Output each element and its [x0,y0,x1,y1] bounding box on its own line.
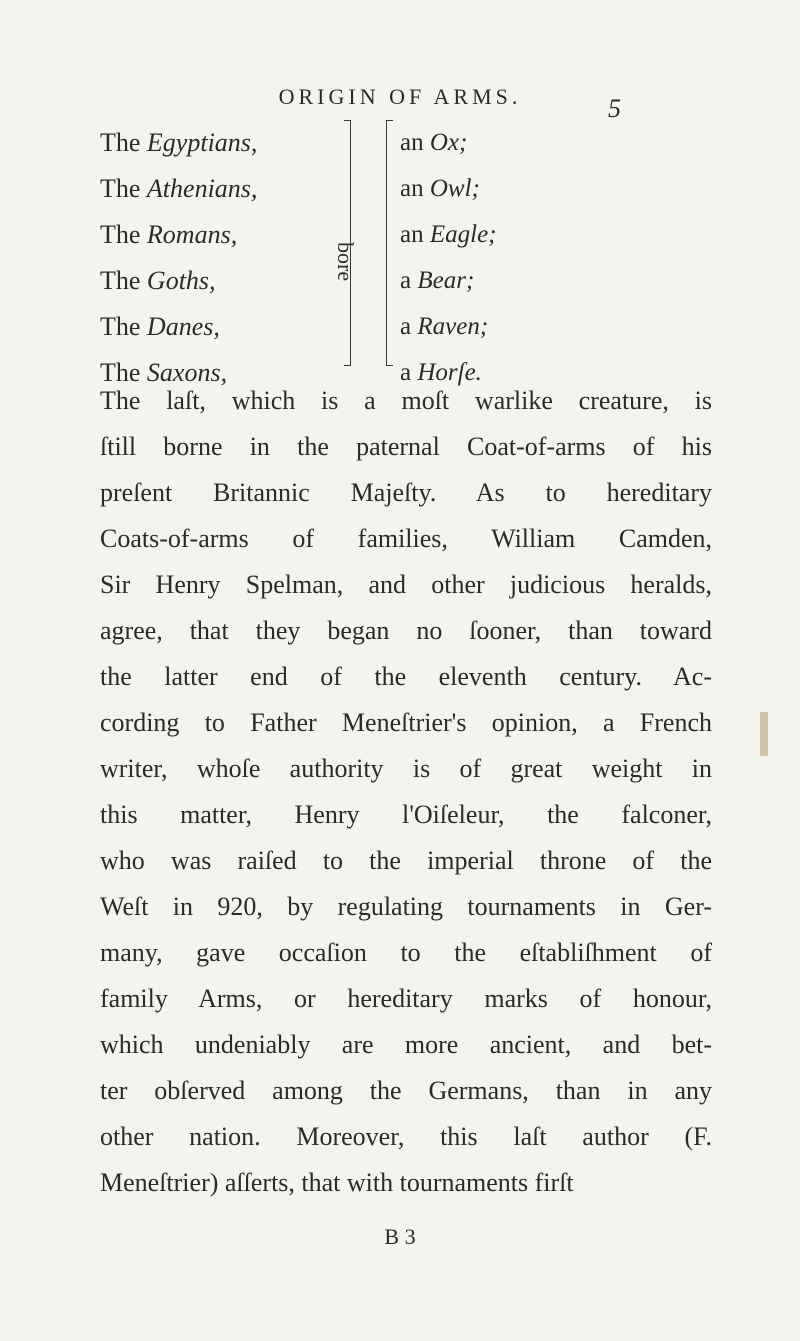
emblem-article: a [400,359,412,386]
emblem-article: an [400,175,424,202]
emblem-row [400,120,497,166]
nation-name: Romans, [146,220,238,249]
emblems-column [400,120,497,396]
emblem-animal: Horſe. [417,359,482,386]
nation-row [100,166,257,212]
margin-stain [760,712,768,756]
text-line: Weſt in 920, by regulating tournaments in Ger- [100,892,712,921]
page-number: 5 [608,94,621,123]
text-line: ſtill borne in the paternal Coat-of-arms of his [100,432,712,461]
text-line: cording to Father Meneſtrier's opinion, a French [100,708,712,737]
nation-row [100,258,257,304]
emblem-animal: Raven; [417,313,489,340]
emblem-animal: Eagle; [429,221,497,248]
text-line: the latter end of the eleventh century. Ac- [100,662,712,691]
nation-row [100,304,257,350]
emblem-article: a [400,313,412,340]
emblem-article: an [400,129,424,156]
nation-name: Egyptians, [146,128,258,157]
article-the: The [100,312,141,341]
text-line: The laſt, which is a moſt warlike creature, is [100,386,712,415]
heraldry-table [100,120,720,387]
text-line: agree, that they began no ſooner, than toward [100,616,712,645]
bore-label: bore [333,242,358,282]
text-line: ter obſerved among the Germans, than in any [100,1076,712,1105]
emblem-animal: Ox; [429,129,468,156]
nations-column [100,120,257,396]
emblem-animal: Bear; [417,267,475,294]
emblem-row [400,304,497,350]
text-line: Coats-of-arms of families, William Camden, [100,524,712,553]
article-the: The [100,220,141,249]
article-the: The [100,358,141,387]
text-line: other nation. Moreover, this laſt author (F. [100,1122,712,1151]
text-line: this matter, Henry l'Oiſeleur, the falconer, [100,800,712,829]
article-the: The [100,174,141,203]
nation-row [100,212,257,258]
emblem-article: an [400,221,424,248]
nation-name: Athenians, [146,174,258,203]
body-paragraph [100,378,712,1206]
right-brace [386,120,393,366]
article-the: The [100,266,141,295]
nation-name: Saxons, [146,358,228,387]
emblem-row [400,258,497,304]
emblem-row [400,166,497,212]
nation-name: Goths, [146,266,216,295]
text-line: Meneſtrier) aſſerts, that with tournaments firſt [100,1168,574,1197]
text-line: writer, whoſe authority is of great weight in [100,754,712,783]
emblem-row [400,212,497,258]
signature-mark: B 3 [384,1224,416,1249]
text-line: many, gave occaſion to the eſtabliſhment of [100,938,712,967]
emblem-animal: Owl; [429,175,480,202]
text-line: who was raiſed to the imperial throne of the [100,846,712,875]
text-line: Sir Henry Spelman, and other judicious heralds, [100,570,712,599]
nation-name: Danes, [146,312,220,341]
text-line: which undeniably are more ancient, and bet- [100,1030,712,1059]
running-head: ORIGIN OF ARMS. [278,84,522,109]
nation-row [100,120,257,166]
article-the: The [100,128,141,157]
text-line: family Arms, or hereditary marks of honour, [100,984,712,1013]
emblem-article: a [400,267,412,294]
text-line: preſent Britannic Majeſty. As to hereditary [100,478,712,507]
